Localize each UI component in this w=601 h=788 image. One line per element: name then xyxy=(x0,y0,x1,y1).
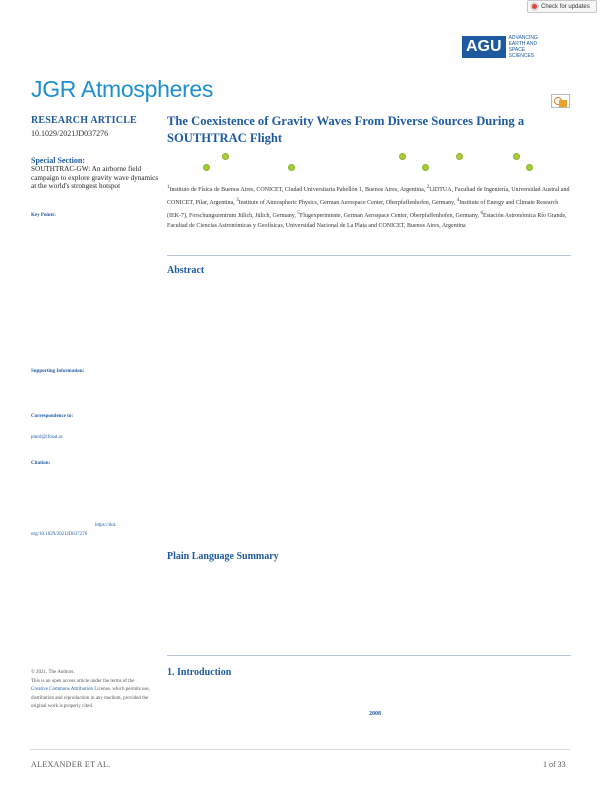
open-access-icon xyxy=(551,94,570,108)
license-text-2: License, which permits use, distribution and reproduction in any medium, provided the original work is properly cited. xyxy=(31,687,150,710)
special-section-label: Special Section: xyxy=(31,156,85,165)
section-divider xyxy=(167,255,571,256)
affiliation-text: Institute of Atmospheric Physics, German Aerospace Center, Oberpfaffenhofen, Germany, xyxy=(238,199,456,206)
check-updates-label: Check for updates xyxy=(541,3,590,10)
affiliation-text: Estación Astronómica Río Grande, Facultad de Ciencias Astronómicas y Geofísicas, Universidad Nacional de La Plata and CONICET, Buenos Aires, Argentina xyxy=(167,212,567,230)
orcid-icon[interactable] xyxy=(222,153,229,160)
license-notice xyxy=(31,669,151,712)
supporting-info-label: Supporting Information: xyxy=(31,369,85,374)
orcid-icon[interactable] xyxy=(513,153,520,160)
email-link[interactable]: pmrd@ifosat.ar xyxy=(31,435,63,440)
orcid-icon[interactable] xyxy=(422,164,429,171)
license-link[interactable]: Creative Commons Attribution xyxy=(31,687,93,693)
affiliation-text: LIDTUA, Facultad de Ingeniería, Universidad Austral and CONICET, Pilar, Argentina, xyxy=(167,187,570,206)
journal-title: JGR Atmospheres xyxy=(31,76,214,102)
doi: 10.1029/2021JD037276 xyxy=(31,129,109,138)
affiliation-marker: 4 xyxy=(456,197,460,203)
footer-authors: ALEXANDER ET AL. xyxy=(31,760,111,769)
affiliation-marker: 6 xyxy=(480,210,483,216)
license-text-1: This is an open access article under the terms of the xyxy=(31,678,135,684)
affiliation-marker: 3 xyxy=(236,197,239,203)
affiliation-text: Flugexperimente, German Aerospace Center, Oberpfaffenhofen, Germany, xyxy=(299,212,479,219)
orcid-icon[interactable] xyxy=(399,153,406,160)
crossmark-icon xyxy=(530,2,539,11)
license-copyright: © 2021. The Authors. xyxy=(31,670,75,675)
special-section-text: SOUTHTRAC-GW: An airborne field campaign to explore gravity wave dynamics at the world's strongest hotspot xyxy=(31,165,159,191)
affiliation-text: Institute of Energy and Climate Research (IEK-7), Forschungszentrum Jülich, Jülich, Germany, xyxy=(167,199,559,219)
orcid-icon[interactable] xyxy=(288,164,295,171)
orcid-icon[interactable] xyxy=(456,153,463,160)
affiliations xyxy=(167,183,571,232)
correspondence-label: Correspondence to: xyxy=(31,414,73,419)
section-divider xyxy=(167,655,571,656)
agu-logo-mark: AGU xyxy=(462,36,506,58)
citation-doi-link-1[interactable]: https://doi. xyxy=(95,523,117,528)
key-points-label: Key Points: xyxy=(31,213,56,218)
abstract-heading: Abstract xyxy=(167,265,205,276)
article-type: RESEARCH ARTICLE xyxy=(31,115,137,126)
orcid-icon[interactable] xyxy=(526,164,533,171)
page-number: 1 of 33 xyxy=(543,760,566,769)
affiliation-marker: 2 xyxy=(426,185,430,190)
footer-divider xyxy=(30,749,570,750)
orcid-icon[interactable] xyxy=(203,164,210,171)
agu-logo xyxy=(462,36,572,58)
check-for-updates-button[interactable] xyxy=(527,0,597,13)
citation-label: Citation: xyxy=(31,461,51,466)
affiliation-text: Instituto de Física de Buenos Aires, CONICET, Ciudad Universitaria Pabellón 1, Buenos Aires, Argentina, xyxy=(169,187,426,193)
reference-link[interactable]: 2008 xyxy=(369,711,381,717)
article-title: The Coexistence of Gravity Waves From Diverse Sources During a SOUTHTRAC Flight xyxy=(167,114,525,145)
affiliation-marker: 1 xyxy=(167,185,170,190)
affiliation-marker: 5 xyxy=(297,210,300,216)
citation-doi-link-2[interactable]: org/10.1029/2021JD037276 xyxy=(31,532,88,537)
introduction-heading: 1. Introduction xyxy=(167,667,232,678)
agu-logo-tagline: ADVANCING EARTH AND SPACE SCIENCES xyxy=(508,35,538,59)
plain-language-summary-heading: Plain Language Summary xyxy=(167,551,279,562)
